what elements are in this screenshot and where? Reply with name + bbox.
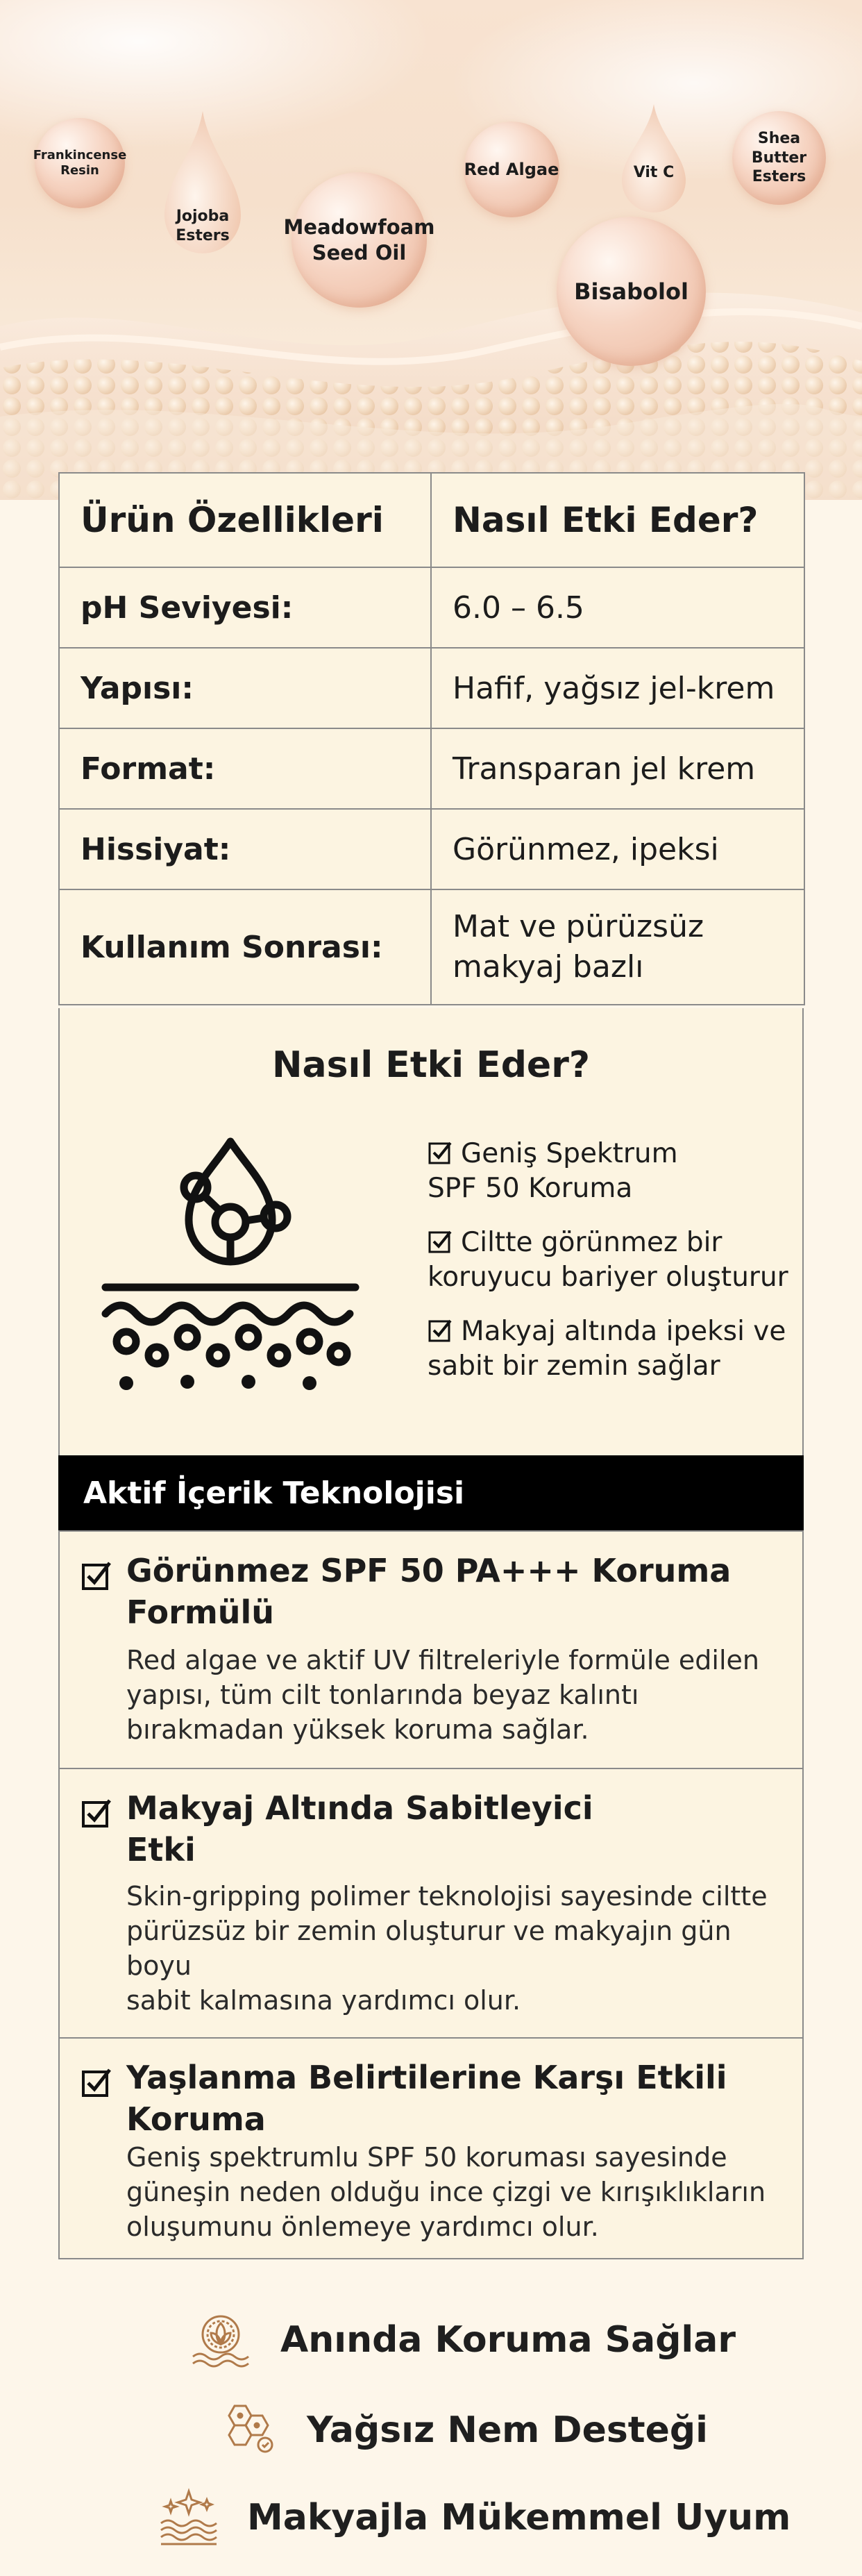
how-bullet-list <box>428 1137 788 1403</box>
feature-item <box>189 2305 736 2375</box>
table-row <box>59 728 804 809</box>
spec-value: 6.0 – 6.5 <box>431 567 804 648</box>
bullet-text: Geniş Spektrum SPF 50 Koruma <box>428 1138 678 1204</box>
spec-label: Hissiyat: <box>59 809 431 889</box>
spec-label: pH Seviyesi: <box>59 567 431 648</box>
list-item <box>428 1314 788 1384</box>
spec-value: Mat ve pürüzsüz makyaj bazlı <box>431 889 804 1005</box>
table-row <box>59 889 804 1005</box>
ingredient-vit-c <box>619 104 688 215</box>
column-header: Ürün Özellikleri <box>59 473 431 567</box>
section-title: Aktif İçerik Teknolojisi <box>83 1475 465 1511</box>
checkbox-checked-icon <box>81 2066 112 2098</box>
checkbox-checked-icon <box>428 1229 453 1254</box>
ingredient-label: Bisabolol <box>574 278 688 305</box>
shield-flower-icon <box>189 2308 253 2372</box>
ingredient-red-algae <box>464 122 559 217</box>
tech-item <box>58 1768 804 2039</box>
feature-item <box>158 2483 791 2552</box>
tech-description: Skin-gripping polimer teknolojisi sayesinde ciltte pürüzsüz bir zemin oluşturur ve makyajın gün boyu sabit kalmasına yardımcı olur. <box>126 1881 768 2016</box>
checkbox-checked-icon <box>428 1140 453 1165</box>
bullet-text: Makyaj altında ipeksi ve sabit bir zemin sağlar <box>428 1316 786 1382</box>
drop-shape <box>619 104 688 215</box>
hexagon-molecule-icon <box>219 2400 279 2460</box>
tech-item <box>58 2037 804 2259</box>
ingredient-label: Meadowfoam Seed Oil <box>283 215 435 265</box>
ingredient-bisabolol <box>557 217 706 366</box>
skin-molecule-icon <box>99 1126 362 1397</box>
ingredient-label: Red Algae <box>464 160 559 179</box>
active-tech-header <box>58 1455 804 1530</box>
spec-value: Transparan jel krem <box>431 728 804 809</box>
ingredient-frankincense <box>35 118 125 208</box>
ingredient-jojoba <box>161 111 244 260</box>
tech-description: Geniş spektrumlu SPF 50 koruması sayesinde güneşin neden olduğu ince çizgi ve kırışıklıkların oluşumunu önlemeye yardımcı olur. <box>126 2142 766 2242</box>
spec-label: Kullanım Sonrası: <box>59 889 431 1005</box>
column-header: Nasıl Etki Eder? <box>431 473 804 567</box>
table-row <box>59 648 804 728</box>
bullet-text: Ciltte görünmez bir koruyucu bariyer oluşturur <box>428 1227 788 1293</box>
ingredient-label: Vit C <box>633 163 675 181</box>
product-specs-table <box>58 472 805 1005</box>
sparkle-layers-icon <box>158 2487 219 2548</box>
tech-item <box>58 1530 804 1769</box>
feature-label: Makyajla Mükemmel Uyum <box>247 2497 791 2539</box>
ingredient-meadowfoam <box>283 172 435 308</box>
tech-description: Red algae ve aktif UV filtreleriyle formüle edilen yapısı, tüm cilt tonlarında beyaz kalıntı bırakmadan yüksek koruma sağlar. <box>126 1645 759 1745</box>
spec-value: Görünmez, ipeksi <box>431 809 804 889</box>
feature-item <box>219 2395 708 2465</box>
checkbox-checked-icon <box>428 1318 453 1343</box>
list-item <box>428 1226 788 1295</box>
ingredient-label: Shea Butter Esters <box>751 130 807 186</box>
how-it-works-panel <box>58 1008 804 1455</box>
table-row <box>59 567 804 648</box>
spec-label: Yapısı: <box>59 648 431 728</box>
spec-value: Hafif, yağsız jel-krem <box>431 648 804 728</box>
hero-ingredients <box>0 0 862 500</box>
spec-label: Format: <box>59 728 431 809</box>
table-header-row <box>59 473 804 567</box>
how-title: Nasıl Etki Eder? <box>271 1044 591 1086</box>
ingredient-shea <box>732 111 826 205</box>
tech-title: Görünmez SPF 50 PA+++ Koruma Formülü <box>126 1552 732 1631</box>
tech-title: Makyaj Altında Sabitleyici Etki <box>126 1789 593 1868</box>
ingredient-label: Frankincense Resin <box>33 147 127 178</box>
ingredient-label: Jojoba Esters <box>176 208 230 244</box>
checkbox-checked-icon <box>81 1559 112 1591</box>
tech-title: Yaşlanma Belirtilerine Karşı Etkili Koruma <box>126 2059 727 2138</box>
checkbox-checked-icon <box>81 1797 112 1829</box>
table-row <box>59 809 804 889</box>
list-item <box>428 1137 788 1206</box>
feature-label: Yağsız Nem Desteği <box>307 2409 708 2451</box>
feature-label: Anında Koruma Sağlar <box>280 2319 736 2361</box>
